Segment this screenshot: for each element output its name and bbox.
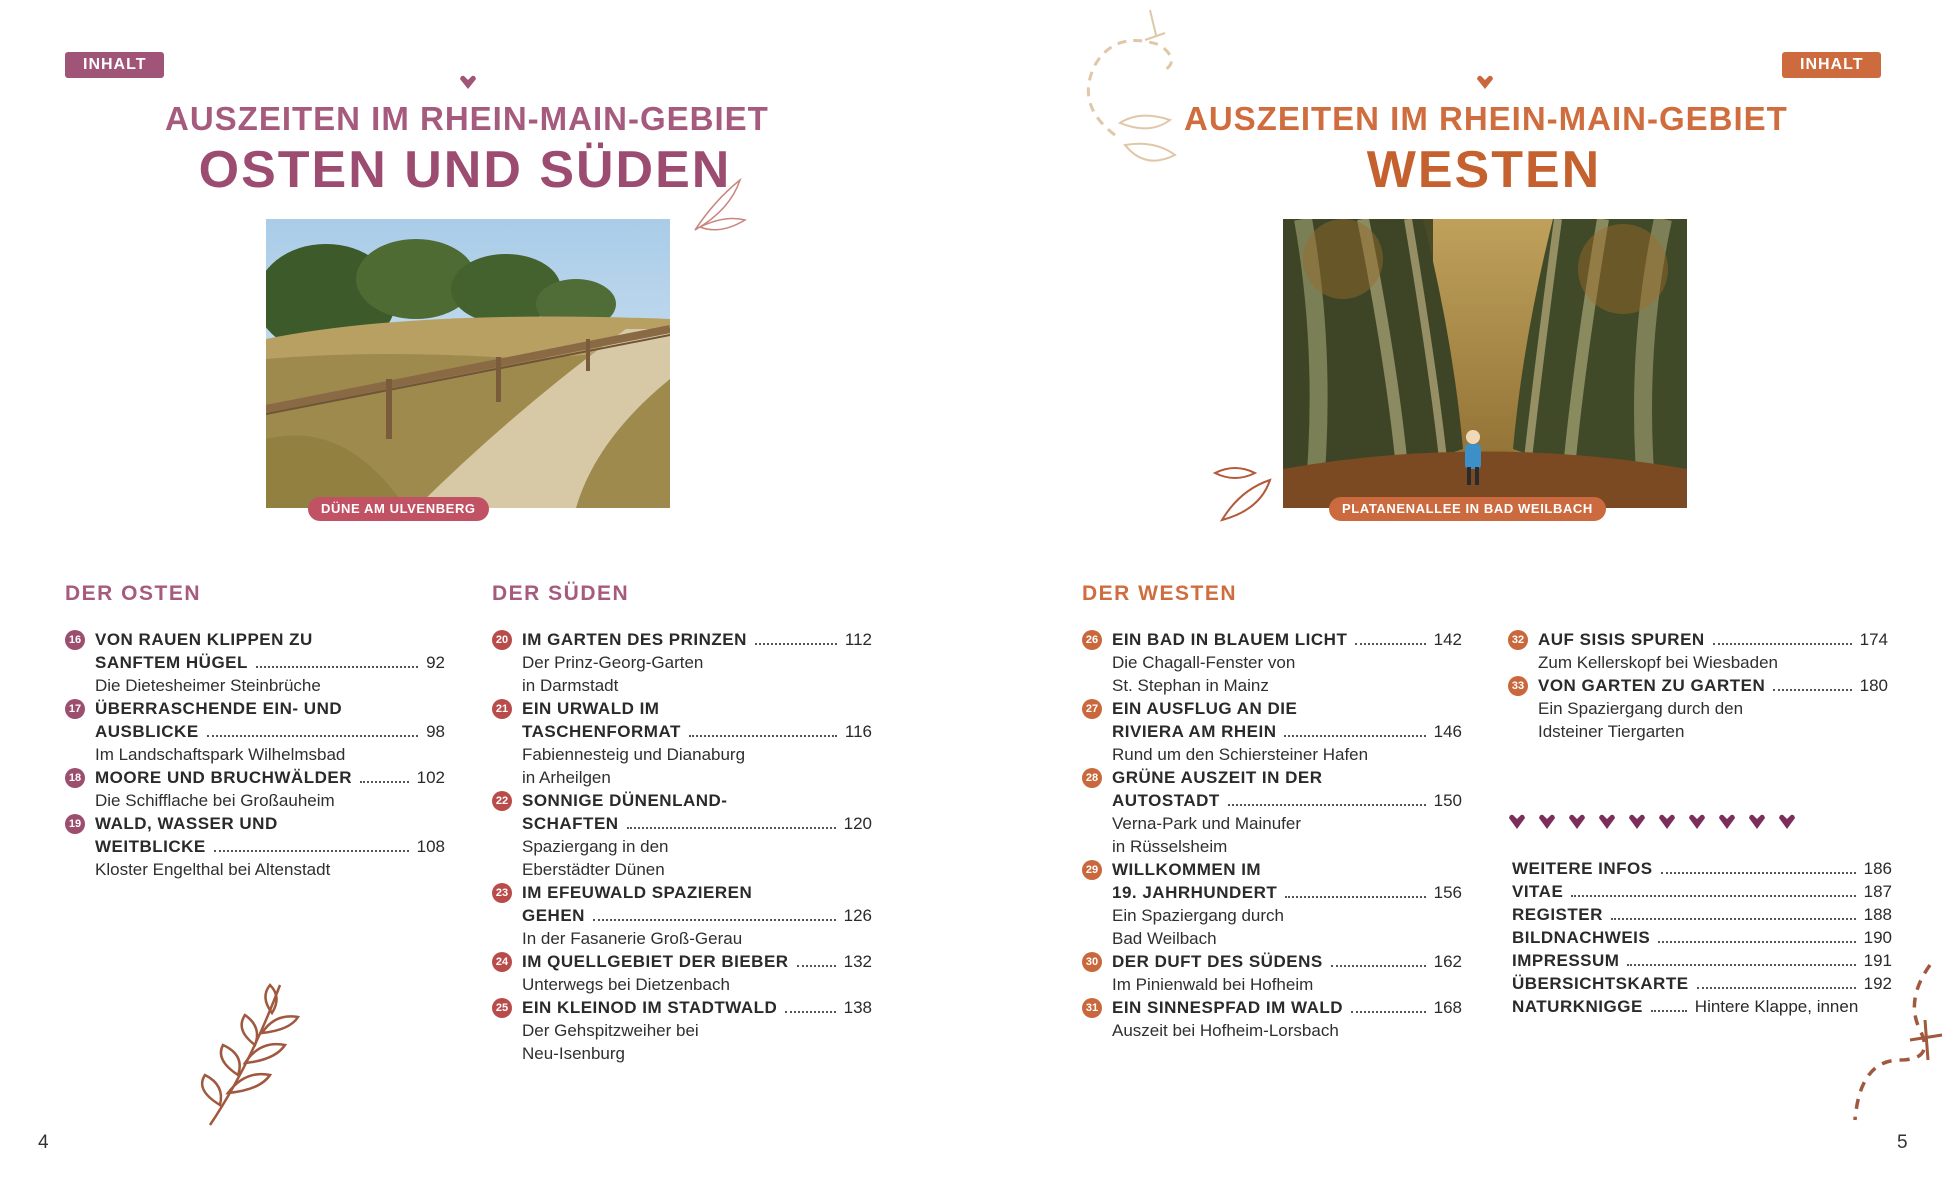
entry-subtitle: in Darmstadt [522, 676, 619, 695]
entry-subtitle: in Arheilgen [522, 768, 611, 787]
photo-dune-ulvenberg [266, 219, 670, 508]
entry-subtitle: Ein Spaziergang durch [1112, 906, 1285, 925]
extra-page: Hintere Klappe, innen [1694, 997, 1859, 1016]
entry-title: EIN KLEINOD IM STADTWALD [522, 998, 778, 1017]
entry-title: ÜBERRASCHENDE EIN- UND [95, 699, 343, 718]
entry-subtitle: in Rüsselsheim [1112, 837, 1228, 856]
entry-subtitle: Im Landschaftspark Wilhelmsbad [95, 745, 346, 764]
toc-column-westen-1 [1082, 628, 1462, 1042]
entry-page: 98 [426, 722, 445, 741]
entry-title: SCHAFTEN [522, 814, 619, 833]
toc-entry[interactable] [1508, 628, 1888, 674]
heart-ornament-icon [1476, 74, 1494, 90]
page-number-left: 4 [38, 1132, 49, 1153]
entry-subtitle: Verna-Park und Mainufer [1112, 814, 1301, 833]
heart-ornament-icon [459, 74, 477, 90]
entry-page: 92 [426, 653, 445, 672]
entry-title: DER DUFT DES SÜDENS [1112, 952, 1323, 971]
toc-entry[interactable] [492, 950, 872, 996]
extra-title: REGISTER [1512, 905, 1603, 924]
toc-entry[interactable] [492, 881, 872, 950]
entry-page: 138 [843, 998, 872, 1017]
entry-title: WEITBLICKE [95, 837, 206, 856]
inhalt-tag-left: INHALT [65, 52, 164, 78]
entry-number-badge: 28 [1082, 768, 1102, 788]
entry-number-badge: 24 [492, 952, 512, 972]
section-title-osten: DER OSTEN [65, 582, 202, 605]
entry-title: MOORE UND BRUCHWÄLDER [95, 768, 352, 787]
entry-subtitle: Kloster Engelthal bei Altenstadt [95, 860, 331, 879]
entry-subtitle: Die Schifflache bei Großauheim [95, 791, 335, 810]
entry-title: AUTOSTADT [1112, 791, 1220, 810]
extra-page: 190 [1863, 928, 1892, 947]
toc-entry[interactable] [492, 628, 872, 697]
toc-entry[interactable] [492, 789, 872, 881]
entry-subtitle: Unterwegs bei Dietzenbach [522, 975, 730, 994]
hearts-row-icon [1508, 812, 1808, 832]
entry-subtitle: Idsteiner Tiergarten [1538, 722, 1685, 741]
entry-number-badge: 31 [1082, 998, 1102, 1018]
entry-subtitle: Zum Kellerskopf bei Wiesbaden [1538, 653, 1779, 672]
entry-subtitle: Neu-Isenburg [522, 1044, 626, 1063]
entry-subtitle: Bad Weilbach [1112, 929, 1217, 948]
leaf-branch-icon [190, 975, 310, 1135]
entry-title: IM EFEUWALD SPAZIEREN [522, 883, 753, 902]
entry-page: 162 [1433, 952, 1462, 971]
dashed-swirl-icon [1830, 960, 1948, 1135]
leaf-doodle-icon [1210, 465, 1280, 525]
entry-number-badge: 19 [65, 814, 85, 834]
extra-title: WEITERE INFOS [1512, 859, 1653, 878]
extra-page: 191 [1863, 951, 1892, 970]
entry-title: SONNIGE DÜNENLAND- [522, 791, 728, 810]
section-title-westen: DER WESTEN [1082, 582, 1238, 605]
entry-title: EIN BAD IN BLAUEM LICHT [1112, 630, 1348, 649]
entry-title: AUF SISIS SPUREN [1538, 630, 1705, 649]
toc-entry[interactable] [1082, 950, 1462, 996]
toc-entry[interactable] [1508, 674, 1888, 743]
extra-title: IMPRESSUM [1512, 951, 1620, 970]
entry-title: IM QUELLGEBIET DER BIEBER [522, 952, 789, 971]
entry-page: 116 [844, 722, 872, 741]
entry-subtitle: Der Prinz-Georg-Garten [522, 653, 704, 672]
extra-item[interactable] [1512, 926, 1892, 949]
toc-column-sueden [492, 628, 872, 1065]
entry-number-badge: 25 [492, 998, 512, 1018]
entry-number-badge: 20 [492, 630, 512, 650]
extra-title: BILDNACHWEIS [1512, 928, 1651, 947]
entry-title: AUSBLICKE [95, 722, 199, 741]
entry-number-badge: 18 [65, 768, 85, 788]
entry-title: RIVIERA AM RHEIN [1112, 722, 1277, 741]
entry-number-badge: 29 [1082, 860, 1102, 880]
entry-page: 174 [1859, 630, 1888, 649]
entry-title: TASCHENFORMAT [522, 722, 681, 741]
extra-page: 187 [1863, 882, 1892, 901]
toc-column-osten [65, 628, 445, 881]
page-number-right: 5 [1897, 1132, 1908, 1153]
toc-entry[interactable] [65, 697, 445, 766]
entry-number-badge: 26 [1082, 630, 1102, 650]
entry-title: EIN URWALD IM [522, 699, 660, 718]
toc-entry[interactable] [1082, 766, 1462, 858]
entry-title: 19. JAHRHUNDERT [1112, 883, 1278, 902]
entry-number-badge: 21 [492, 699, 512, 719]
entry-number-badge: 33 [1508, 676, 1528, 696]
toc-entry[interactable] [1082, 858, 1462, 950]
toc-column-westen-2 [1508, 628, 1888, 743]
section-title-sueden: DER SÜDEN [492, 582, 630, 605]
toc-entry[interactable] [65, 628, 445, 697]
entry-title: EIN SINNESPFAD IM WALD [1112, 998, 1344, 1017]
entry-title: VON RAUEN KLIPPEN ZU [95, 630, 313, 649]
entry-page: 142 [1433, 630, 1462, 649]
entry-title: SANFTEM HÜGEL [95, 653, 248, 672]
entry-subtitle: Spaziergang in den [522, 837, 669, 856]
toc-entry[interactable] [65, 812, 445, 881]
entry-number-badge: 23 [492, 883, 512, 903]
entry-subtitle: In der Fasanerie Groß-Gerau [522, 929, 743, 948]
extra-title: NATURKNIGGE [1512, 997, 1643, 1016]
entry-title: WILLKOMMEN IM [1112, 860, 1262, 879]
entry-subtitle: Die Dietesheimer Steinbrüche [95, 676, 321, 695]
entry-page: 156 [1433, 883, 1462, 902]
extra-item[interactable] [1512, 857, 1892, 880]
photo-platanenallee [1283, 219, 1687, 508]
entry-title: GRÜNE AUSZEIT IN DER [1112, 768, 1323, 787]
inhalt-tag-right: INHALT [1782, 52, 1881, 78]
toc-entry[interactable] [492, 996, 872, 1065]
entry-title: WALD, WASSER UND [95, 814, 278, 833]
entry-title: VON GARTEN ZU GARTEN [1538, 676, 1766, 695]
entry-page: 168 [1433, 998, 1462, 1017]
entry-number-badge: 30 [1082, 952, 1102, 972]
entry-subtitle: St. Stephan in Mainz [1112, 676, 1269, 695]
extra-item[interactable] [1512, 903, 1892, 926]
entry-subtitle: Rund um den Schiersteiner Hafen [1112, 745, 1369, 764]
leaf-doodle-icon [690, 175, 750, 235]
left-heading-line1: AUSZEITEN IM RHEIN-MAIN-GEBIET [165, 100, 769, 137]
toc-entry[interactable] [1082, 697, 1462, 766]
entry-number-badge: 22 [492, 791, 512, 811]
toc-entry[interactable] [65, 766, 445, 812]
entry-subtitle: Der Gehspitzweiher bei [522, 1021, 699, 1040]
right-heading-line2: WESTEN [1366, 141, 1602, 199]
entry-subtitle: Fabiennesteig und Dianaburg [522, 745, 746, 764]
toc-entry[interactable] [1082, 628, 1462, 697]
extra-page: 188 [1863, 905, 1892, 924]
entry-page: 126 [843, 906, 872, 925]
entry-page: 150 [1433, 791, 1462, 810]
entry-number-badge: 32 [1508, 630, 1528, 650]
photo-caption-left: DÜNE AM ULVENBERG [308, 497, 489, 521]
entry-page: 108 [416, 837, 445, 856]
dashed-swirl-icon [1070, 5, 1180, 170]
extra-page: 186 [1863, 859, 1892, 878]
entry-title: IM GARTEN DES PRINZEN [522, 630, 747, 649]
entry-page: 112 [844, 630, 872, 649]
entry-subtitle: Auszeit bei Hofheim-Lorsbach [1112, 1021, 1339, 1040]
entry-page: 180 [1859, 676, 1888, 695]
right-heading-line1: AUSZEITEN IM RHEIN-MAIN-GEBIET [1184, 100, 1788, 137]
entry-page: 102 [416, 768, 445, 787]
entry-page: 132 [843, 952, 872, 971]
toc-entry[interactable] [492, 697, 872, 789]
photo-caption-right: PLATANENALLEE IN BAD WEILBACH [1329, 497, 1606, 521]
toc-entry[interactable] [1082, 996, 1462, 1042]
entry-subtitle: Ein Spaziergang durch den [1538, 699, 1744, 718]
entry-title: GEHEN [522, 906, 585, 925]
entry-subtitle: Eberstädter Dünen [522, 860, 665, 879]
left-heading-line2: OSTEN UND SÜDEN [198, 141, 732, 199]
entry-page: 146 [1433, 722, 1462, 741]
entry-number-badge: 16 [65, 630, 85, 650]
extra-page: 192 [1863, 974, 1892, 993]
entry-title: EIN AUSFLUG AN DIE [1112, 699, 1298, 718]
extra-title: VITAE [1512, 882, 1564, 901]
entry-subtitle: Im Pinienwald bei Hofheim [1112, 975, 1314, 994]
entry-number-badge: 17 [65, 699, 85, 719]
extra-title: ÜBERSICHTSKARTE [1512, 974, 1689, 993]
entry-page: 120 [843, 814, 872, 833]
entry-subtitle: Die Chagall-Fenster von [1112, 653, 1296, 672]
extra-item[interactable] [1512, 880, 1892, 903]
entry-number-badge: 27 [1082, 699, 1102, 719]
